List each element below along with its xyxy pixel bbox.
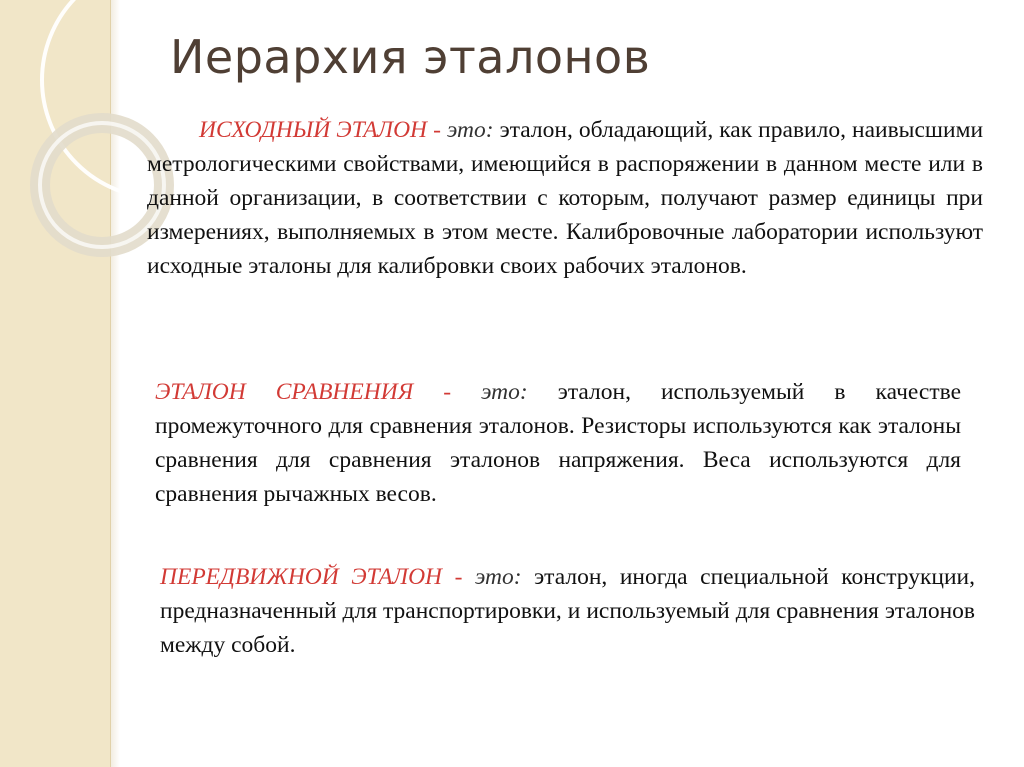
definition-term: ИСХОДНЫЙ ЭТАЛОН	[199, 117, 428, 143]
definition-dash: -	[454, 564, 463, 590]
slide-title: Иерархия эталонов	[170, 30, 651, 84]
definition-text: эталон, используемый в качестве промежуточного для сравнения эталонов. Резисторы используются как эталоны сравнения для сравнения эталонов напряжения. Веса используются для сравнения рычажных весов.	[155, 379, 962, 507]
definition-comparison-standard	[155, 375, 961, 511]
definition-term: ПЕРЕДВИЖНОЙ ЭТАЛОН	[160, 564, 443, 590]
definition-transfer-standard	[160, 560, 975, 662]
definition-connector: это:	[446, 117, 494, 143]
definition-connector: это:	[474, 564, 522, 590]
definition-term: ЭТАЛОН СРАВНЕНИЯ	[155, 379, 414, 405]
definition-dash: -	[443, 379, 452, 405]
definition-connector: это:	[481, 379, 528, 405]
definition-text: эталон, обладающий, как правило, наивысшими метрологическими свойствами, имеющийся в распоряжении в данном месте или в данной организации, в соответствии с которым, получают размер единицы при измерениях, выполняемых в этом месте. Калибровочные лаборатории используют исходные эталоны для калибровки своих рабочих эталонов.	[147, 117, 984, 279]
definition-text: эталон, иногда специальной конструкции, предназначенный для транспортировки, и используемый для сравнения эталонов между собой.	[160, 564, 976, 658]
decorative-sidebar	[0, 0, 111, 767]
definition-source-standard	[147, 113, 983, 283]
sidebar-shadow	[110, 0, 120, 767]
definition-dash: -	[433, 117, 441, 143]
